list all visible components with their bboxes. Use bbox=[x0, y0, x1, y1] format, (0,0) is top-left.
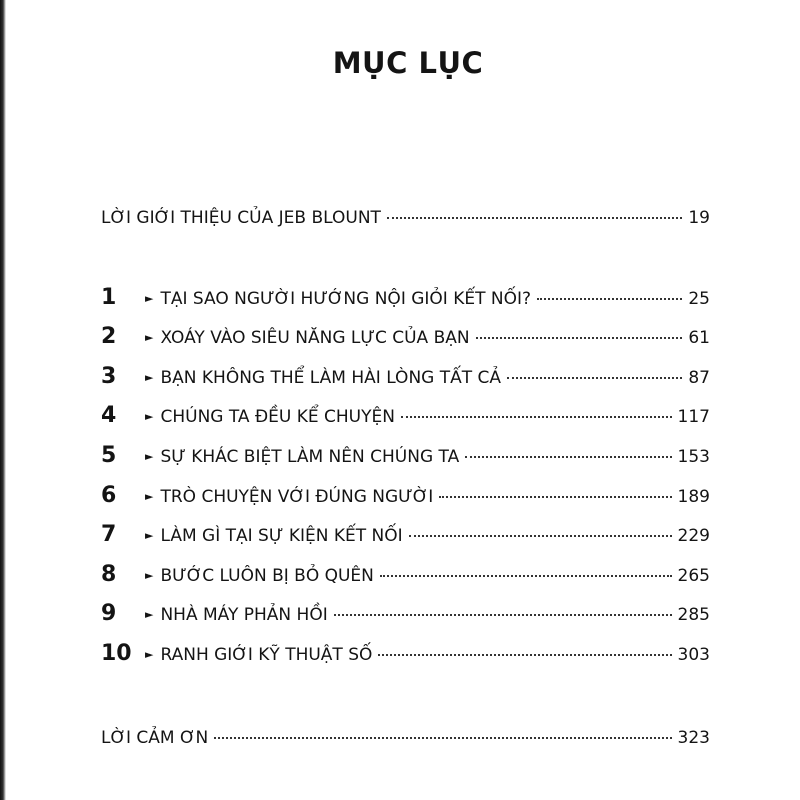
chapter-page-number: 285 bbox=[677, 605, 710, 625]
chapter-number: 4 bbox=[101, 403, 117, 428]
chapter-number: 6 bbox=[101, 483, 117, 508]
toc-chapter-row bbox=[101, 520, 710, 550]
chapter-number: 7 bbox=[101, 522, 117, 547]
toc-chapter-row bbox=[101, 362, 710, 392]
arrow-bullet-icon: ► bbox=[145, 450, 154, 463]
chapter-number: 1 bbox=[101, 285, 117, 310]
arrow-bullet-icon: ► bbox=[145, 331, 154, 344]
toc-entry-label: LỜI GIỚI THIỆU CỦA JEB BLOUNT bbox=[101, 208, 381, 228]
dot-leader bbox=[465, 455, 671, 458]
chapter-page-number: 61 bbox=[688, 328, 710, 348]
dot-leader bbox=[439, 495, 671, 498]
dot-leader bbox=[476, 336, 683, 339]
toc-entry-label: LỜI CẢM ƠN bbox=[101, 728, 209, 748]
arrow-bullet-icon: ► bbox=[145, 410, 154, 423]
toc-page-number: 19 bbox=[688, 208, 710, 228]
chapter-title: XOÁY VÀO SIÊU NĂNG LỰC CỦA BẠN bbox=[160, 328, 470, 348]
chapter-title: BƯỚC LUÔN BỊ BỎ QUÊN bbox=[160, 566, 374, 586]
toc-chapter-row bbox=[101, 322, 710, 352]
toc-entry-intro bbox=[101, 203, 710, 233]
toc-chapter-row bbox=[101, 441, 710, 471]
toc-chapter-row bbox=[101, 560, 710, 590]
toc-chapter-row bbox=[101, 639, 710, 669]
dot-leader bbox=[387, 216, 682, 219]
toc-chapter-row bbox=[101, 599, 710, 629]
chapter-title: SỰ KHÁC BIỆT LÀM NÊN CHÚNG TA bbox=[160, 447, 460, 467]
dot-leader bbox=[334, 613, 672, 616]
arrow-bullet-icon: ► bbox=[145, 529, 154, 542]
chapter-number: 3 bbox=[101, 364, 117, 389]
chapter-title: TẠI SAO NGƯỜI HƯỚNG NỘI GIỎI KẾT NỐI? bbox=[160, 289, 532, 309]
arrow-bullet-icon: ► bbox=[145, 371, 154, 384]
arrow-bullet-icon: ► bbox=[145, 490, 154, 503]
chapter-number: 5 bbox=[101, 443, 117, 468]
dot-leader bbox=[409, 534, 672, 537]
chapter-title: BẠN KHÔNG THỂ LÀM HÀI LÒNG TẤT CẢ bbox=[160, 368, 502, 388]
toc-chapter-row bbox=[101, 481, 710, 511]
page-title: MỤC LỤC bbox=[332, 46, 484, 80]
arrow-bullet-icon: ► bbox=[145, 648, 154, 661]
page-edge-shadow bbox=[0, 0, 6, 800]
arrow-bullet-icon: ► bbox=[145, 569, 154, 582]
chapter-title: LÀM GÌ TẠI SỰ KIỆN KẾT NỐI bbox=[160, 526, 403, 546]
arrow-bullet-icon: ► bbox=[145, 292, 154, 305]
chapter-number: 8 bbox=[101, 562, 117, 587]
chapter-page-number: 265 bbox=[677, 566, 710, 586]
dot-leader bbox=[378, 653, 671, 656]
chapter-page-number: 189 bbox=[677, 487, 710, 507]
dot-leader bbox=[537, 297, 682, 300]
toc-chapter-row bbox=[101, 283, 710, 313]
chapter-title: RANH GIỚI KỸ THUẬT SỐ bbox=[160, 645, 373, 665]
dot-leader bbox=[507, 376, 682, 379]
dot-leader bbox=[380, 574, 672, 577]
chapter-page-number: 87 bbox=[688, 368, 710, 388]
chapter-title: CHÚNG TA ĐỀU KỂ CHUYỆN bbox=[160, 407, 395, 427]
toc-page-number: 323 bbox=[677, 728, 710, 748]
chapter-page-number: 117 bbox=[677, 407, 710, 427]
chapter-page-number: 303 bbox=[677, 645, 710, 665]
chapter-page-number: 25 bbox=[688, 289, 710, 309]
dot-leader bbox=[214, 736, 671, 739]
toc-chapter-row bbox=[101, 401, 710, 431]
chapter-title: NHÀ MÁY PHẢN HỒI bbox=[160, 605, 328, 625]
toc-entry-acknowledgements bbox=[101, 723, 710, 753]
dot-leader bbox=[401, 415, 672, 418]
chapter-number: 2 bbox=[101, 324, 117, 349]
chapter-page-number: 229 bbox=[677, 526, 710, 546]
arrow-bullet-icon: ► bbox=[145, 608, 154, 621]
chapter-number: 9 bbox=[101, 601, 117, 626]
chapter-page-number: 153 bbox=[677, 447, 710, 467]
chapter-title: TRÒ CHUYỆN VỚI ĐÚNG NGƯỜI bbox=[160, 487, 434, 507]
chapter-number: 10 bbox=[101, 641, 132, 666]
